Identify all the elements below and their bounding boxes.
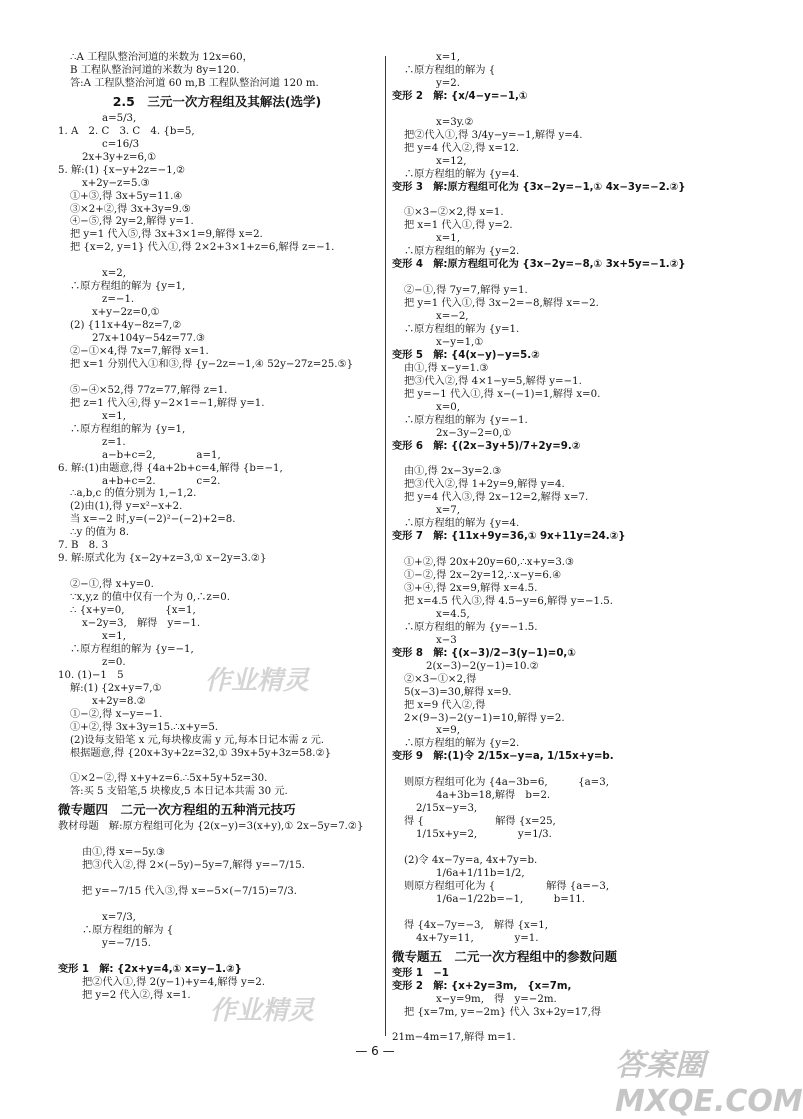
right-lines-27: x=0, bbox=[436, 401, 461, 413]
left-lines-71: 把 y=2 代入②,得 x=1. bbox=[82, 989, 191, 1001]
left-lines-7: 2x+3y+z=6,① bbox=[82, 151, 157, 163]
left-lines-33: ∴a,b,c 的值分别为 1,−1,2. bbox=[70, 488, 197, 500]
right-lines-11 bbox=[392, 194, 722, 207]
left-lines-17: ∴原方程组的解为 {y=1, bbox=[70, 281, 186, 293]
right-lines-19: 把 y=1 代入①,得 3x−2=−8,解得 x=−2. bbox=[404, 298, 599, 310]
left-lines-39 bbox=[58, 566, 376, 579]
left-lines-43: x−2y=3, 解得 y=−1. bbox=[82, 617, 201, 629]
left-lines-9: x+2y−z=5.③ bbox=[82, 177, 150, 189]
left-lines-40: ②−①,得 x+y=0. bbox=[70, 579, 154, 591]
left-lines-25: ⑤−④×52,得 77z=77,解得 z=1. bbox=[70, 384, 228, 396]
right-lines-2: y=2. bbox=[436, 77, 461, 89]
left-lines-4: a=5/3, bbox=[102, 112, 137, 124]
right-lines-29: 2x−3y−2=0,① bbox=[436, 427, 512, 439]
left-lines-0: ∴A 工程队整治河道的米数为 12x=60， bbox=[70, 52, 253, 63]
right-lines-71: 变形 2 解: {x+2y=3m, {x=7m, bbox=[392, 980, 572, 992]
right-lines-74 bbox=[392, 1019, 722, 1032]
right-lines-6: 把②代入①,得 3/4y−y=−1,解得 y=4. bbox=[404, 129, 583, 141]
left-lines-59 bbox=[58, 834, 376, 847]
left-lines-13: 把 y=1 代入⑤,得 3x+3×1=9,解得 x=2. bbox=[70, 229, 263, 241]
left-lines-29: z=1. bbox=[102, 436, 126, 448]
left-lines-69: 变形 1 解: {2x+y=4,① x=y−1.②} bbox=[58, 963, 242, 975]
right-lines-31 bbox=[392, 454, 722, 467]
right-lines-44: ∴原方程组的解为 {y=−1.5. bbox=[404, 621, 538, 633]
left-lines-57: 微专题四 二元一次方程组的五种消元技巧 bbox=[58, 802, 296, 818]
right-lines-63: 1/6a+1/11b=1/2, bbox=[436, 867, 525, 879]
left-lines-15 bbox=[58, 255, 376, 268]
right-lines-16: 变形 4 解:原方程组可化为 {3x−2y=−8,① 3x+5y=−1.②} bbox=[392, 259, 686, 271]
left-lines-28: ∴原方程组的解为 {y=1, bbox=[70, 423, 186, 435]
right-lines-3: 变形 2 解: {x/4−y=−1,① bbox=[392, 90, 528, 102]
left-lines-23: 把 x=1 分别代入①和③,得 {y−2z=−1,④ 52y−27z=25.⑤} bbox=[70, 358, 354, 370]
right-lines-23: 变形 5 解: {4(x−y)−y=5.② bbox=[392, 349, 540, 361]
left-lines-24 bbox=[58, 372, 376, 385]
right-lines-37: 变形 7 解: {11x+9y=36,① 9x+11y=24.②} bbox=[392, 531, 626, 543]
left-lines-55: ①×2−②,得 x+y+z=6.∴5x+5y+5z=30. bbox=[70, 773, 268, 785]
right-lines-38 bbox=[392, 544, 722, 557]
page-number: — 6 — bbox=[355, 1044, 395, 1058]
right-lines-57: 4a+3b=18,解得 b=2. bbox=[436, 790, 551, 802]
right-lines-53: ∴原方程组的解为 {y=2. bbox=[404, 738, 520, 750]
left-lines-37: 7. B 8. 3 bbox=[58, 540, 109, 552]
right-lines-21: ∴原方程组的解为 {y=1. bbox=[404, 323, 520, 335]
right-lines-42: 把 x=4.5 代入③,得 4.5−y=6,解得 y=−1.5. bbox=[404, 595, 614, 607]
right-lines-32: 由①,得 2x−3y=2.③ bbox=[404, 466, 502, 478]
watermark-2: 作业精灵 bbox=[210, 996, 315, 1026]
right-lines-20: x=−2, bbox=[436, 311, 469, 323]
left-lines-68 bbox=[58, 951, 376, 964]
right-lines-45: x−3 bbox=[436, 634, 457, 646]
right-lines-56: 则原方程组可化为 {4a−3b=6, {a=3, bbox=[404, 777, 609, 789]
left-lines-26: 把 z=1 代入④,得 y−2×1=−1,解得 y=1. bbox=[70, 397, 265, 409]
left-column bbox=[58, 52, 376, 1003]
left-lines-16: x=2, bbox=[102, 268, 127, 280]
left-lines-63: 把 y=−7/15 代入③,得 x=−5×(−7/15)=7/3. bbox=[82, 886, 297, 898]
left-lines-54 bbox=[58, 760, 376, 773]
right-lines-73: 把 {x=7m, y=−2m} 代入 3x+2y=17,得 bbox=[404, 1006, 602, 1018]
right-lines-26: 把 y=−1 代入①,得 x−(−1)=1,解得 x=0. bbox=[404, 388, 601, 400]
right-lines-30: 变形 6 解: {(2x−3y+5)/7+2y=9.② bbox=[392, 440, 581, 452]
left-lines-38: 9. 解:原式化为 {x−2y+z=3,① x−2y=3.②} bbox=[58, 553, 267, 565]
right-lines-25: 把③代入②,得 4×1−y=5,解得 y=−1. bbox=[404, 375, 582, 387]
left-lines-53: 根据题意,得 {20x+3y+2z=32,① 39x+5y+3z=58.②} bbox=[70, 747, 332, 759]
right-lines-10: 变形 3 解:原方程组可化为 {3x−2y=−1,① 4x−3y=−2.②} bbox=[392, 181, 686, 193]
right-lines-70: 变形 1 −1 bbox=[392, 967, 449, 979]
left-lines-64 bbox=[58, 899, 376, 912]
left-lines-45: ∴原方程组的解为 {y=−1, bbox=[70, 643, 194, 655]
left-lines-2: 答:A 工程队整治河道 60 m,B 工程队整治河道 120 m. bbox=[70, 77, 319, 89]
left-lines-1: B 工程队整治河道的米数为 8y=120. bbox=[70, 64, 240, 76]
right-lines-69: 微专题五 二元一次方程组中的参数问题 bbox=[392, 948, 618, 964]
left-lines-67: y=−7/15. bbox=[102, 937, 151, 949]
right-lines-5: x=3y.② bbox=[436, 116, 474, 128]
left-lines-60: 由①,得 x=−5y.③ bbox=[82, 847, 166, 859]
right-lines-51: 2×(9−3)−2(y−1)=10,解得 y=2. bbox=[404, 712, 565, 724]
right-lines-39: ①+②,得 20x+20y=60,∴x+y=3.③ bbox=[404, 557, 575, 569]
right-lines-49: 5(x−3)=30,解得 x=9. bbox=[404, 686, 512, 698]
right-lines-36: ∴原方程组的解为 {y=4. bbox=[404, 518, 520, 530]
right-lines-62: (2)令 4x−7y=a, 4x+7y=b. bbox=[404, 854, 538, 866]
right-lines-15: ∴原方程组的解为 {y=2. bbox=[404, 246, 520, 258]
right-lines-46: 变形 8 解: {(x−3)/2−3(y−1)=0,① bbox=[392, 647, 576, 659]
right-lines-18: ②−①,得 7y=7,解得 y=1. bbox=[404, 285, 528, 297]
right-lines-17 bbox=[392, 272, 722, 285]
right-lines-13: 把 x=1 代入①,得 y=2. bbox=[404, 220, 513, 232]
left-lines-44: x=1, bbox=[102, 630, 127, 642]
right-column bbox=[392, 52, 722, 1045]
left-lines-5: 1. A 2. C 3. C 4. {b=5, bbox=[58, 125, 195, 137]
left-lines-50: ①−②,得 x−y=−1. bbox=[70, 708, 163, 720]
left-lines-52: (2)设每支铅笔 x 元,每块橡皮需 y 元,每本日记本需 z 元. bbox=[70, 734, 325, 746]
right-lines-22: x−y=1,① bbox=[436, 336, 484, 348]
right-lines-34: 把 y=4 代入③,得 2x−12=2,解得 x=7. bbox=[404, 492, 589, 504]
left-lines-32: a+b+c=2. c=2. bbox=[102, 475, 221, 487]
right-lines-64: 则原方程组可化为 { 解得 {a=−3, bbox=[404, 880, 610, 892]
right-lines-59: 得 { 解得 {x=25, bbox=[404, 816, 556, 828]
right-lines-54: 变形 9 解:(1)令 2/15x−y=a, 1/15x+y=b. bbox=[392, 751, 614, 763]
right-lines-75: 21m−4m=17,解得 m=1. bbox=[392, 1032, 516, 1044]
left-lines-46: z=0. bbox=[102, 656, 126, 668]
left-lines-14: 把 {x=2, y=1} 代入①,得 2×2+3×1+z=6,解得 z=−1. bbox=[70, 242, 335, 254]
left-lines-18: z=−1. bbox=[102, 294, 135, 306]
left-lines-41: ∵x,y,z 的值中仅有一个为 0,∴z=0. bbox=[70, 592, 230, 604]
left-lines-58: 教材母题 解:原方程组可化为 {2(x−y)=3(x+y),① 2x−5y=7.②} bbox=[58, 821, 364, 833]
left-lines-66: ∴原方程组的解为 { bbox=[82, 924, 174, 936]
left-lines-62 bbox=[58, 873, 376, 886]
left-lines-36: ∴y 的值为 8. bbox=[70, 527, 129, 539]
left-lines-27: x=1, bbox=[102, 410, 127, 422]
right-lines-67: 得 {4x−7y=−3, 解得 {x=1, bbox=[404, 919, 548, 931]
right-lines-0: x=1, bbox=[436, 52, 461, 63]
right-lines-33: 把③代入②,得 1+2y=9,解得 y=4. bbox=[404, 479, 565, 491]
left-lines-20: (2) {11x+4y−8z=7,② bbox=[70, 320, 182, 332]
right-lines-58: 2/15x−y=3, bbox=[416, 803, 478, 815]
left-lines-70: 把②代入①,得 2(y−1)+y=4,解得 y=2. bbox=[82, 976, 265, 988]
left-lines-21: 27x+104y−54z=77.③ bbox=[92, 333, 206, 345]
watermark-3: 答案圈 MXQE.COM bbox=[615, 1048, 803, 1119]
right-lines-48: ②×3−①×2,得 bbox=[404, 673, 477, 685]
left-lines-61: 把③代入②,得 2×(−5y)−5y=7,解得 y=−7/15. bbox=[82, 860, 305, 872]
right-lines-9: ∴原方程组的解为 {y=4. bbox=[404, 168, 520, 180]
left-lines-19: x+y−2z=0,① bbox=[92, 307, 160, 319]
left-lines-22: ②−①×4,得 7x=7,解得 x=1. bbox=[70, 346, 209, 357]
right-lines-72: x−y=9m, 得 y=−2m. bbox=[436, 993, 557, 1005]
left-lines-3: 2.5 三元一次方程组及其解法(选学) bbox=[112, 93, 322, 109]
left-lines-30: a−b+c=2, a=1, bbox=[102, 449, 221, 461]
right-lines-40: ①−②,得 2x−2y=12,∴x−y=6.④ bbox=[404, 570, 562, 582]
right-lines-12: ①×3−②×2,得 x=1. bbox=[404, 207, 504, 219]
right-lines-52: x=9, bbox=[436, 725, 461, 737]
left-lines-49: x+2y=8.② bbox=[92, 695, 146, 707]
left-lines-56: 答:买 5 支铅笔,5 块橡皮,5 本日记本共需 30 元. bbox=[70, 786, 288, 798]
watermark-1: 作业精灵 bbox=[205, 666, 310, 696]
right-lines-60: 1/15x+y=2, y=1/3. bbox=[416, 829, 552, 841]
right-lines-28: ∴原方程组的解为 {y=−1. bbox=[404, 414, 528, 426]
right-lines-68: 4x+7y=11, y=1. bbox=[416, 932, 539, 944]
column-divider bbox=[385, 56, 386, 1036]
left-lines-42: ∴ {x+y=0, {x=1, bbox=[70, 605, 196, 617]
right-lines-7: 把 y=4 代入②,得 x=12. bbox=[404, 142, 520, 154]
right-lines-14: x=1, bbox=[436, 233, 461, 245]
left-lines-8: 5. 解:(1) {x−y+2z=−1,② bbox=[58, 164, 186, 176]
right-lines-50: 把 x=9 代入②,得 bbox=[404, 699, 486, 711]
right-lines-43: x=4.5, bbox=[436, 608, 470, 620]
left-lines-34: (2)由(1),得 y=x²−x+2. bbox=[70, 501, 183, 513]
right-lines-47: 2(x−3)−2(y−1)=10.② bbox=[426, 660, 539, 672]
left-lines-48: 解:(1) {2x+y=7,① bbox=[70, 682, 162, 694]
left-lines-65: x=7/3, bbox=[102, 911, 136, 923]
right-lines-35: x=7, bbox=[436, 505, 461, 517]
left-lines-31: 6. 解:(1)由题意,得 {4a+2b+c=4,解得 {b=−1, bbox=[58, 462, 283, 474]
right-lines-24: 由①,得 x−y=1.③ bbox=[404, 362, 489, 374]
left-lines-35: 当 x=−2 时,y=(−2)²−(−2)+2=8. bbox=[70, 514, 236, 526]
right-lines-66 bbox=[392, 907, 722, 920]
left-lines-11: ③×2+②,得 3x+3y=9.⑤ bbox=[70, 203, 191, 215]
left-lines-47: 10. (1)−1 5 bbox=[58, 669, 124, 681]
right-lines-8: x=12, bbox=[436, 155, 467, 167]
left-lines-51: ①+②,得 3x+3y=15.∴x+y=5. bbox=[70, 721, 219, 733]
right-lines-41: ③+④,得 2x=9,解得 x=4.5. bbox=[404, 583, 538, 594]
right-lines-4 bbox=[392, 104, 722, 117]
right-lines-61 bbox=[392, 842, 722, 855]
right-lines-65: 1/6a−1/22b=−1, b=11. bbox=[436, 893, 586, 905]
left-lines-6: c=16/3 bbox=[102, 138, 140, 150]
left-lines-10: ①+③,得 3x+5y=11.④ bbox=[70, 190, 183, 202]
left-lines-12: ④−⑤,得 2y=2,解得 y=1. bbox=[70, 216, 194, 228]
right-lines-55 bbox=[392, 764, 722, 777]
right-lines-1: ∴原方程组的解为 { bbox=[404, 64, 496, 76]
